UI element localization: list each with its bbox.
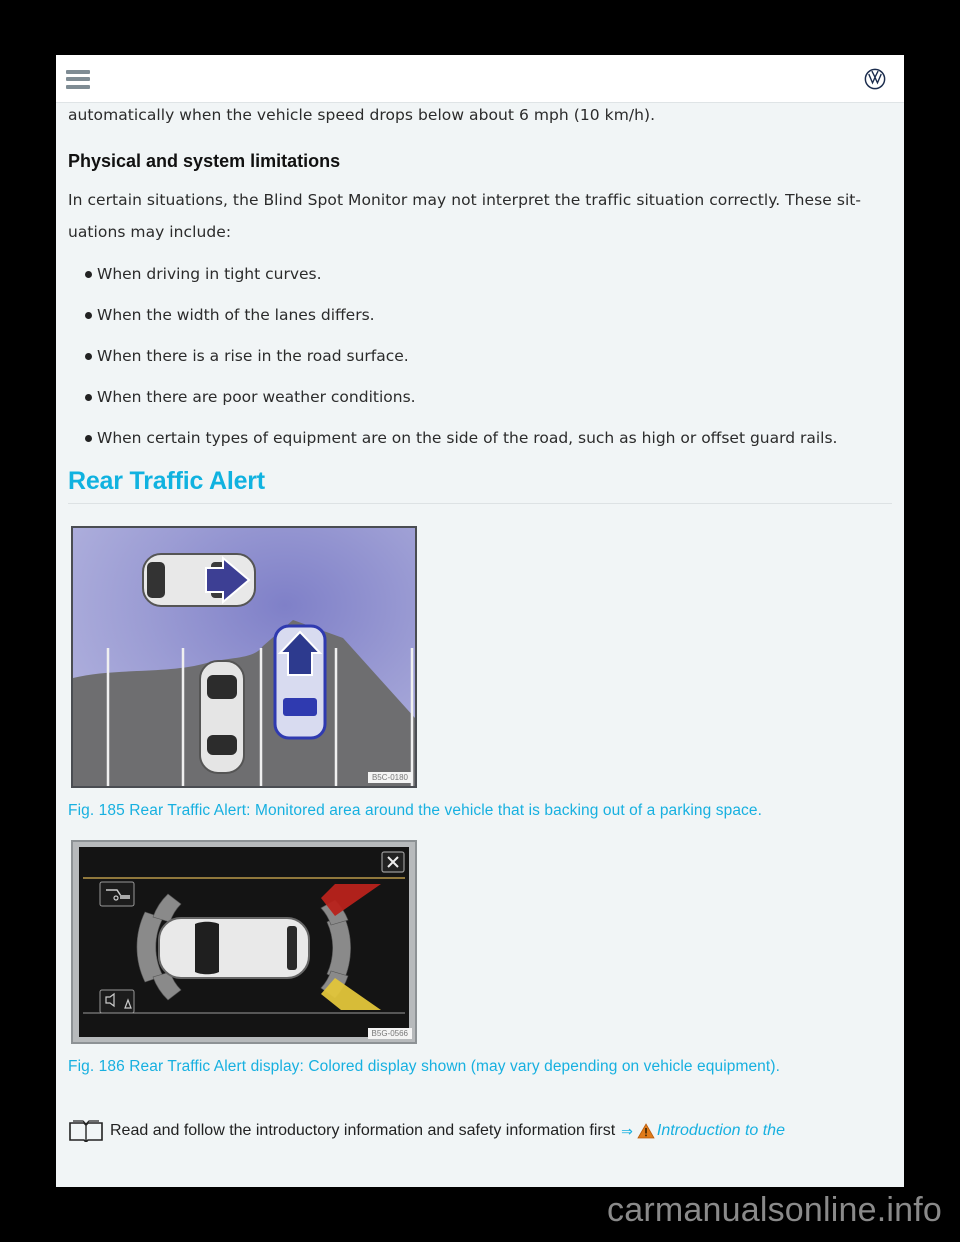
limitations-list — [68, 262, 892, 450]
top-bar — [56, 55, 904, 103]
limitations-intro: In certain situations, the Blind Spot Monitor may not interpret the traffic situation correctly. These sit-uations may include: — [68, 191, 862, 241]
read-first-text: Read and follow the introductory information and safety information first — [110, 1122, 616, 1139]
figure-185-caption: Fig. 185 Rear Traffic Alert: Monitored area around the vehicle that is backing out of a parking space. — [68, 802, 763, 819]
figure-185 — [68, 526, 892, 820]
figure-id-label: B5C-0180 — [368, 772, 412, 783]
parking-illustration — [73, 528, 415, 786]
reference-arrow: ⇒ — [621, 1122, 633, 1139]
figure-186-image — [71, 840, 417, 1044]
reversing-car — [275, 626, 325, 738]
list-item: When driving in tight curves. — [85, 262, 892, 286]
book-icon — [68, 1120, 104, 1142]
rta-display-illustration — [73, 842, 415, 1042]
continued-paragraph: automatically when the vehicle speed drops below about 6 mph (10 km/h). — [68, 106, 656, 124]
trailer-assist-icon — [100, 882, 134, 906]
list-item: When certain types of equipment are on the side of the road, such as high or offset guard rails. — [85, 426, 892, 450]
list-item: When there are poor weather conditions. — [85, 385, 892, 409]
limitations-heading: Physical and system limitations — [68, 151, 341, 171]
parked-car — [200, 661, 244, 773]
page-content — [56, 103, 904, 1142]
manual-page — [56, 55, 904, 1187]
figure-185-image — [71, 526, 417, 788]
figure-id-label: B5G-0566 — [368, 1028, 412, 1039]
figure-186-caption: Fig. 186 Rear Traffic Alert display: Colored display shown (may vary depending on vehicle equipment). — [68, 1058, 780, 1075]
list-item: When there is a rise in the road surface. — [85, 344, 892, 368]
vw-logo-icon[interactable] — [864, 68, 886, 90]
introduction-link[interactable]: Introduction to the — [656, 1122, 785, 1139]
list-item: When the width of the lanes differs. — [85, 303, 892, 327]
read-first-notice — [68, 1120, 892, 1142]
warning-triangle-icon — [637, 1123, 655, 1139]
hamburger-menu-icon[interactable] — [66, 69, 90, 89]
close-icon — [382, 852, 404, 872]
rear-traffic-alert-heading: Rear Traffic Alert — [68, 467, 892, 504]
mute-warning-icon — [100, 990, 134, 1013]
crossing-car — [143, 554, 255, 606]
figure-186 — [68, 840, 892, 1076]
own-car — [159, 918, 309, 978]
watermark: carmanualsonline.info — [607, 1191, 942, 1229]
